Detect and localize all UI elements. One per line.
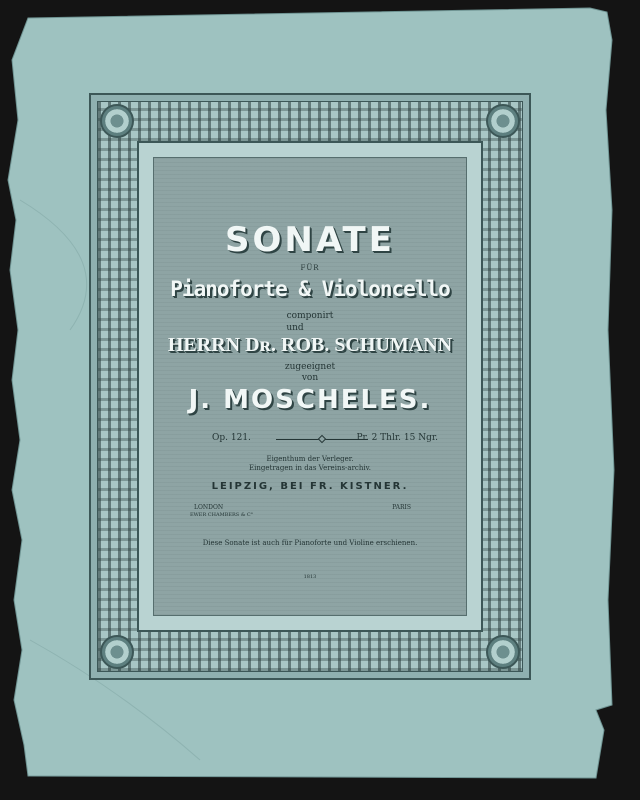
paris-agent: PARIS (392, 504, 411, 511)
divider-diamond-icon (318, 435, 326, 443)
price: Pr. 2 Thlr. 15 Ngr. (356, 433, 438, 443)
ornamental-frame (89, 93, 531, 680)
publisher: LEIPZIG, BEI FR. KISTNER. (211, 481, 409, 492)
instrumentation: Pianoforte & Violoncello (170, 277, 450, 301)
corner-rosette-icon (486, 104, 520, 138)
componirt-text: componirt (286, 311, 334, 321)
und-text: und (286, 323, 304, 333)
title-panel (153, 157, 467, 616)
opus-number: Op. 121. (212, 433, 251, 443)
london-agent: LONDON (194, 504, 224, 511)
von-text: von (301, 373, 319, 383)
corner-rosette-icon (100, 635, 134, 669)
ownership-note: Eigenthum der Verleger. (266, 455, 354, 463)
fur-text: FÜR (300, 264, 320, 272)
dedicatee: HERRN Dʀ. ROB. SCHUMANN (167, 334, 453, 356)
plate-number: 1813 (303, 574, 317, 580)
composer-name: J. MOSCHELES. (188, 385, 432, 415)
registration-note: Eingetragen in das Vereins-archiv. (249, 464, 371, 472)
corner-rosette-icon (486, 635, 520, 669)
edition-note: Diese Sonate ist auch für Pianoforte und Violine erschienen. (202, 539, 418, 547)
work-title: SONATE (225, 220, 395, 260)
corner-rosette-icon (100, 104, 134, 138)
london-agent-name: EWER CHAMBERS & C° (190, 512, 254, 518)
zugeeignet-text: zugeeignet (284, 362, 336, 372)
